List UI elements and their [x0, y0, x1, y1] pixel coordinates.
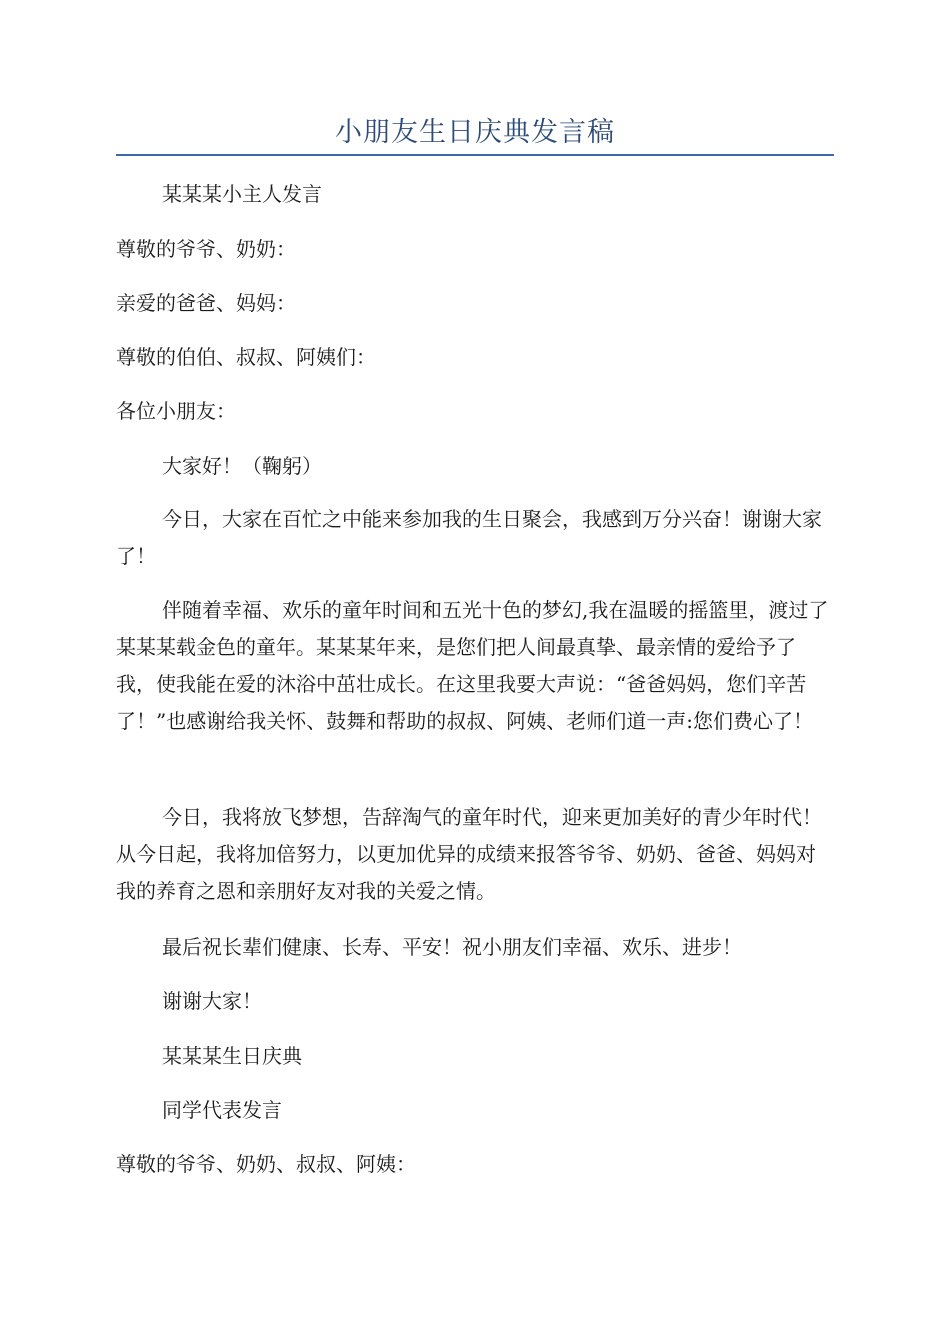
- paragraph-greeting-grandparents: 尊敬的爷爷、奶奶：: [116, 237, 296, 261]
- paragraph-greeting-friends: 各位小朋友：: [116, 399, 236, 423]
- paragraph-greeting-relatives: 尊敬的伯伯、叔叔、阿姨们：: [116, 345, 376, 369]
- paragraph-greeting-parents: 亲爱的爸爸、妈妈：: [116, 291, 296, 315]
- paragraph-classmate-speech: 同学代表发言: [162, 1098, 282, 1122]
- paragraph-hello: 大家好！（鞠躬）: [162, 454, 322, 478]
- paragraph-future: 今日，我将放飞梦想，告辞淘气的童年时代，迎来更加美好的青少年时代！从今日起，我将加倍努力，以更加优异的成绩来报答爷爷、奶奶、爸爸、妈妈对我的养育之恩和亲朋好友对我的关爱之情。: [116, 805, 822, 903]
- title-underline: [116, 154, 834, 156]
- paragraph-thank-you: 谢谢大家！: [162, 989, 262, 1013]
- paragraph-childhood: 伴随着幸福、欢乐的童年时间和五光十色的梦幻,我在温暖的摇篮里，渡过了某某某载金色的童年。某某某年来，是您们把人间最真挚、最亲情的爱给予了我，使我能在爱的沐浴中茁壮成长。在这里我要大声说：“爸爸妈妈，您们辛苦了！”也感谢给我关怀、鼓舞和帮助的叔叔、阿姨、老师们道一声:您们费心了！: [116, 598, 829, 733]
- paragraph-thanks-attending: 今日，大家在百忙之中能来参加我的生日聚会，我感到万分兴奋！谢谢大家了！: [116, 507, 822, 568]
- document-title: 小朋友生日庆典发言稿: [335, 117, 615, 148]
- paragraph-blessing: 最后祝长辈们健康、长寿、平安！祝小朋友们幸福、欢乐、进步！: [162, 935, 742, 959]
- paragraph-speaker-heading: 某某某小主人发言: [162, 182, 322, 206]
- paragraph-greeting-elders: 尊敬的爷爷、奶奶、叔叔、阿姨：: [116, 1152, 416, 1176]
- paragraph-section-celebration: 某某某生日庆典: [162, 1044, 302, 1068]
